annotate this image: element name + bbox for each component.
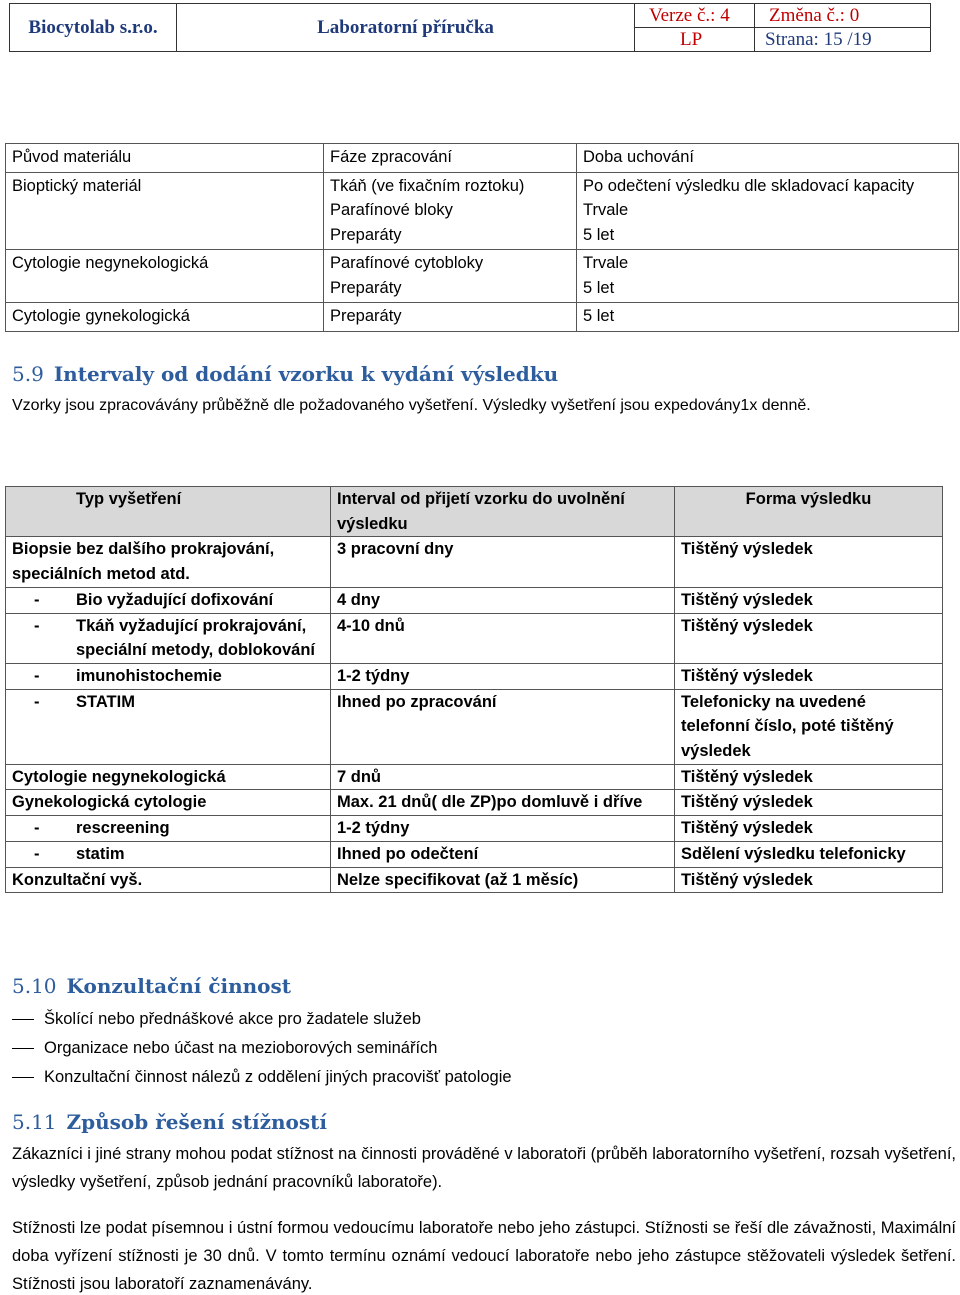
form-cell: Tištěný výsledek [675, 537, 943, 587]
section-title: Způsob řešení stížností [66, 1110, 327, 1134]
column-header: Interval od přijetí vzorku do uvolnění výsledku [331, 487, 675, 537]
table-row [6, 790, 943, 816]
form-cell: Tištěný výsledek [675, 816, 943, 842]
dash-bullet-icon [12, 1019, 34, 1021]
table-row [6, 764, 943, 790]
column-header: Doba uchování [577, 144, 959, 173]
form-cell: Tištěný výsledek [675, 587, 943, 613]
type-text: STATIM [76, 692, 135, 711]
column-header: Původ materiálu [6, 144, 324, 173]
type-cell: Biopsie bez dalšího prokrajování, speciálních metod atd. [6, 537, 331, 587]
table-row [6, 587, 943, 613]
table-row [6, 841, 943, 867]
table-row [6, 537, 943, 587]
dash-bullet-icon [12, 1048, 34, 1050]
change-label: Změna č.: 0 [755, 4, 931, 28]
type-cell: Gynekologická cytologie [6, 790, 331, 816]
dash-marker: - [34, 590, 40, 609]
section-heading [12, 362, 558, 386]
form-cell: Tištěný výsledek [675, 613, 943, 663]
section-title: Intervaly od dodání vzorku k vydání výsledku [53, 362, 559, 386]
type-text: rescreening [76, 819, 170, 838]
column-header: Fáze zpracování [324, 144, 577, 173]
document-code: LP [635, 28, 755, 52]
type-text: Tkáň vyžadující prokrajování, speciální metody, doblokování [76, 616, 315, 660]
interval-table [5, 486, 943, 893]
type-cell [6, 587, 331, 613]
phase-line: Parafínové cytobloky [330, 254, 484, 272]
table-row [6, 689, 943, 764]
version-label: Verze č.: 4 [635, 4, 755, 28]
section-heading [12, 974, 291, 998]
table-row [6, 303, 959, 332]
duration-line: 5 let [583, 278, 615, 297]
type-text: statim [76, 844, 125, 863]
type-text: Bio vyžadující dofixování [76, 590, 274, 609]
phase-line: Preparáty [330, 307, 402, 325]
type-cell [6, 841, 331, 867]
list-item-text: Organizace nebo účast na mezioborových seminářích [44, 1039, 438, 1057]
section-title: Konzultační činnost [66, 974, 292, 998]
phase-cell [324, 303, 577, 332]
section-number: 5.10 [12, 974, 57, 998]
dash-bullet-icon [12, 1077, 34, 1079]
interval-cell: 1-2 týdny [331, 816, 675, 842]
list-item-text: Konzultační činnost nálezů z oddělení jiných pracovišť patologie [44, 1068, 512, 1086]
duration-cell [577, 303, 959, 332]
interval-cell: Nelze specifikovat (až 1 měsíc) [331, 867, 675, 893]
table-row [6, 867, 943, 893]
dash-marker: - [34, 616, 40, 635]
form-cell: Tištěný výsledek [675, 790, 943, 816]
duration-cell [577, 172, 959, 250]
interval-cell: Ihned po zpracování [331, 689, 675, 764]
activity-list [12, 1005, 512, 1092]
duration-line: 5 let [583, 225, 615, 244]
interval-cell: 3 pracovní dny [331, 537, 675, 587]
phase-line: Parafínové bloky [330, 201, 453, 219]
list-item [12, 1005, 512, 1034]
table-row [6, 172, 959, 250]
type-cell [6, 663, 331, 689]
form-cell: Tištěný výsledek [675, 867, 943, 893]
list-item [12, 1034, 512, 1063]
type-text: imunohistochemie [76, 666, 222, 685]
form-cell: Sdělení výsledku telefonicky [675, 841, 943, 867]
type-cell: Cytologie negynekologická [6, 764, 331, 790]
origin-cell: Bioptický materiál [6, 172, 324, 250]
interval-cell: 1-2 týdny [331, 663, 675, 689]
duration-line: Trvale [583, 201, 629, 219]
section-number: 5.11 [12, 1110, 57, 1134]
complaint-paragraph-1: Zákazníci i jiné strany mohou podat stížnost na činnosti prováděné v laboratoři (průběh laboratorního vyšetření, rozsah vyšetření, výsledky vyšetření, způsob jednání pracovníků laboratoře). [12, 1145, 956, 1191]
dash-marker: - [34, 666, 40, 685]
origin-cell: Cytologie negynekologická [6, 250, 324, 303]
company-name: Biocytolab s.r.o. [10, 4, 177, 52]
origin-cell: Cytologie gynekologická [6, 303, 324, 332]
interval-cell: 4 dny [331, 587, 675, 613]
table-row [6, 250, 959, 303]
interval-cell: Ihned po odečtení [331, 841, 675, 867]
dash-marker: - [34, 844, 40, 863]
table-row [6, 816, 943, 842]
page-number: Strana: 15 /19 [755, 28, 931, 52]
phase-cell [324, 250, 577, 303]
type-cell [6, 816, 331, 842]
storage-table [5, 143, 959, 332]
document-header [9, 3, 931, 52]
duration-line: 5 let [583, 307, 615, 325]
interval-cell: 7 dnů [331, 764, 675, 790]
section-text: Vzorky jsou zpracovávány průběžně dle požadovaného vyšetření. Výsledky vyšetření jsou expedovány1x denně. [12, 397, 811, 414]
manual-title: Laboratorní příručka [177, 4, 635, 52]
phase-line: Tkáň (ve fixačním roztoku) [330, 176, 525, 195]
interval-cell: 4-10 dnů [331, 613, 675, 663]
duration-line: Trvale [583, 254, 629, 272]
table-row [6, 663, 943, 689]
form-cell: Tištěný výsledek [675, 764, 943, 790]
dash-marker: - [34, 692, 40, 711]
table-header-row [6, 144, 959, 173]
column-header: Forma výsledku [675, 487, 943, 537]
phase-line: Preparáty [330, 278, 402, 297]
list-item-text: Školící nebo přednáškové akce pro žadatele služeb [44, 1010, 421, 1028]
section-number: 5.9 [12, 362, 44, 386]
phase-line: Preparáty [330, 225, 402, 244]
phase-cell [324, 172, 577, 250]
type-cell [6, 689, 331, 764]
type-cell: Konzultační vyš. [6, 867, 331, 893]
dash-marker: - [34, 819, 40, 838]
interval-cell: Max. 21 dnů( dle ZP)po domluvě i dříve [331, 790, 675, 816]
duration-cell [577, 250, 959, 303]
duration-line: Po odečtení výsledku dle skladovací kapacity [583, 176, 915, 195]
table-header-row [6, 487, 943, 537]
form-cell: Tištěný výsledek [675, 663, 943, 689]
complaint-paragraph-2: Stížnosti lze podat písemnou i ústní formou vedoucímu laboratoře nebo jeho zástupci. Stížnosti se řeší dle závažnosti, Maximální doba vyřízení stížnosti je 30 dnů. V tomto termínu oznámí vedoucí laboratoře nebo jeho zástupce stěžovateli výsledek šetření. Stížnosti jsou laboratoří zaznamenávány. [12, 1219, 956, 1293]
form-cell: Telefonicky na uvedené telefonní číslo, poté tištěný výsledek [675, 689, 943, 764]
column-header: Typ vyšetření [6, 487, 331, 537]
table-row [6, 613, 943, 663]
section-heading [12, 1110, 327, 1134]
type-cell [6, 613, 331, 663]
list-item [12, 1063, 512, 1092]
